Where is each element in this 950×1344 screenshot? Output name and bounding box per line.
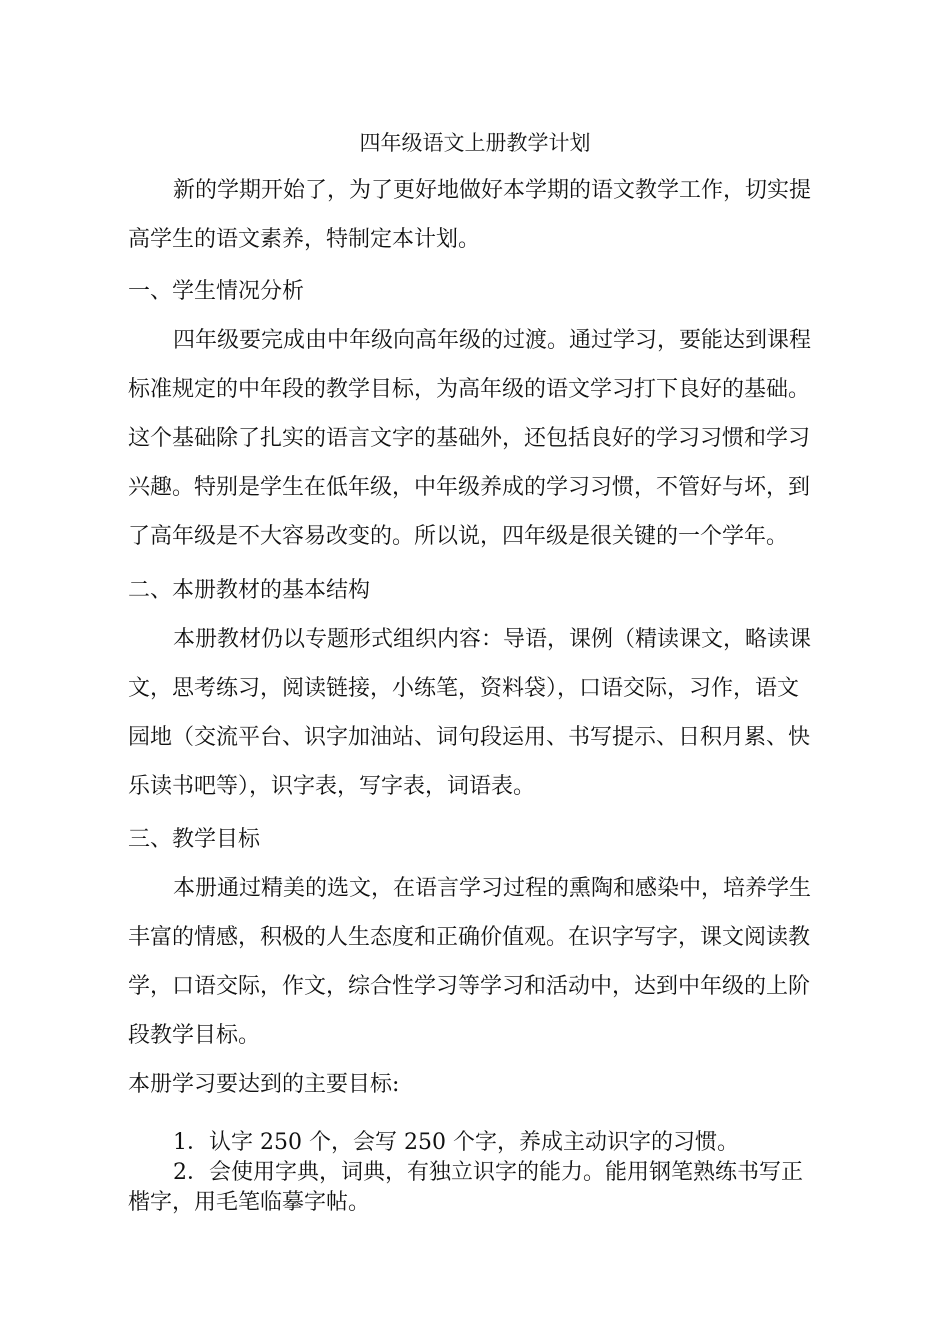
goals-intro: 本册学习要达到的主要目标: xyxy=(128,1072,400,1097)
paragraph-line: 丰富的情感，积极的人生态度和正确价值观。在识字写字，课文阅读教 xyxy=(128,925,811,950)
goal-item-continuation: 楷字，用毛笔临摹字帖。 xyxy=(128,1190,371,1215)
goal-item: 2．会使用字典，词典，有独立识字的能力。能用钢笔熟练书写正 xyxy=(173,1160,803,1185)
section-heading: 三、教学目标 xyxy=(128,827,261,852)
paragraph-line: 乐读书吧等），识字表，写字表，词语表。 xyxy=(128,774,536,799)
paragraph-line: 新的学期开始了，为了更好地做好本学期的语文教学工作，切实提 xyxy=(173,178,812,203)
paragraph-line: 学，口语交际，作文，综合性学习等学习和活动中，达到中年级的上阶 xyxy=(128,974,811,999)
section-heading: 二、本册教材的基本结构 xyxy=(128,578,371,603)
section-3 xyxy=(128,815,826,1109)
paragraph-line: 本册通过精美的选文，在语言学习过程的熏陶和感染中，培养学生 xyxy=(173,876,812,901)
paragraph-line: 文，思考练习，阅读链接，小练笔，资料袋），口语交际，习作，语文 xyxy=(128,676,800,701)
document-title: 四年级语文上册教学计划 xyxy=(359,131,591,155)
paragraph-line: 这个基础除了扎实的语言文字的基础外，还包括良好的学习习惯和学习 xyxy=(128,426,811,451)
section-1 xyxy=(128,267,826,561)
section-2 xyxy=(128,566,826,811)
goals-list xyxy=(128,1128,826,1218)
paragraph-line: 了高年级是不大容易改变的。所以说，四年级是很关键的一个学年。 xyxy=(128,524,789,549)
intro-paragraph xyxy=(128,166,826,264)
paragraph-line: 兴趣。特别是学生在低年级，中年级养成的学习习惯，不管好与坏，到 xyxy=(128,475,811,500)
paragraph-line: 段教学目标。 xyxy=(128,1023,261,1048)
section-heading: 一、学生情况分析 xyxy=(128,279,305,304)
paragraph-line: 四年级要完成由中年级向高年级的过渡。通过学习，要能达到课程 xyxy=(173,328,812,353)
paragraph-line: 园地（交流平台、识字加油站、词句段运用、书写提示、日积月累、快 xyxy=(128,725,811,750)
goal-item: 1．认字 250 个，会写 250 个字，养成主动识字的习惯。 xyxy=(173,1130,739,1155)
paragraph-line: 本册教材仍以专题形式组织内容：导语，课例（精读课文，略读课 xyxy=(173,627,812,652)
paragraph-line: 高学生的语文素养，特制定本计划。 xyxy=(128,227,481,252)
paragraph-line: 标准规定的中年段的教学目标，为高年级的语文学习打下良好的基础。 xyxy=(128,377,811,402)
